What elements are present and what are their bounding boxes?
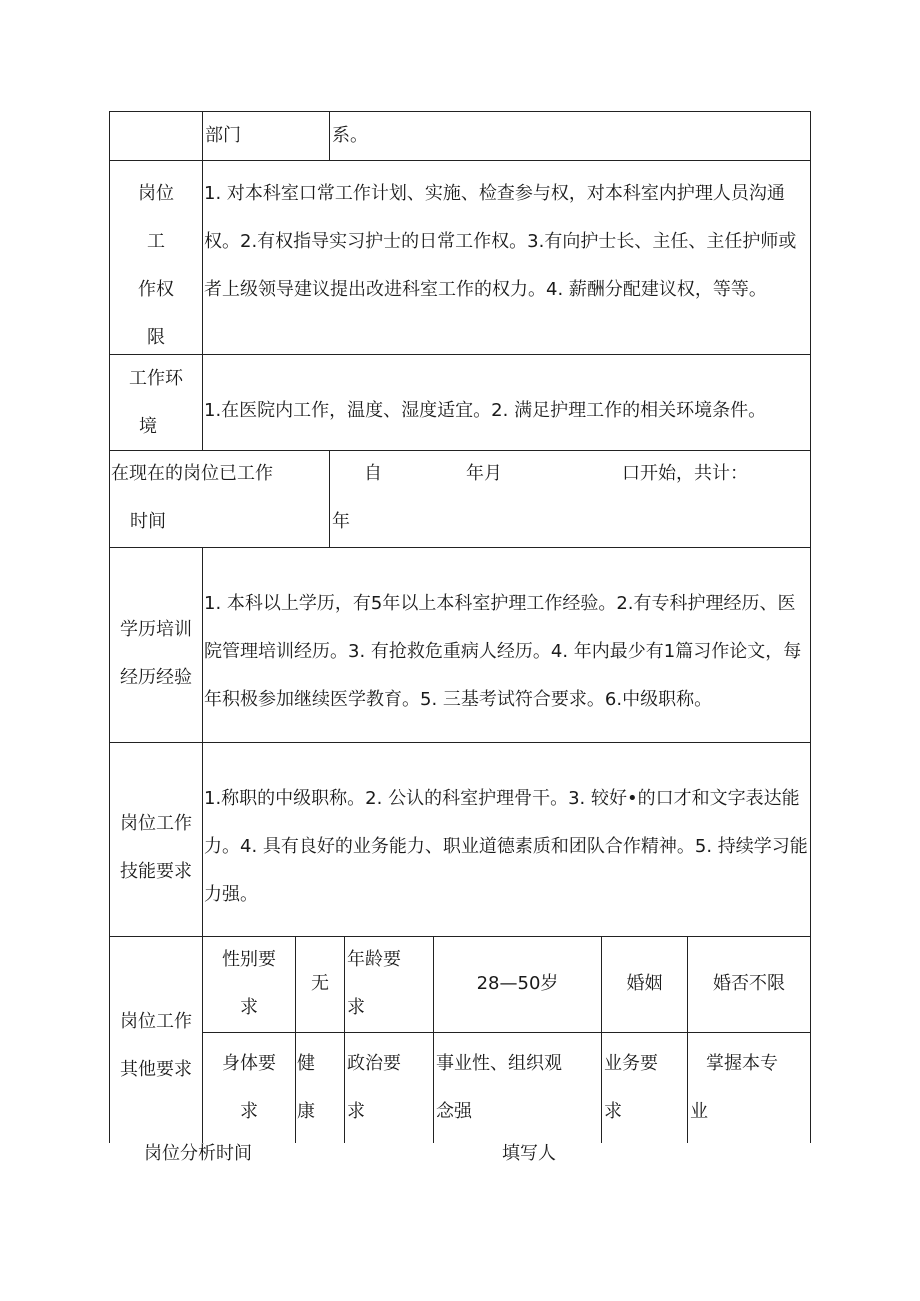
col-divider (344, 936, 345, 1143)
health-label-line: 身体要 (222, 1053, 276, 1074)
health-value (297, 1040, 343, 1136)
education-text: 1. 本科以上学历，有5年以上本科室护理工作经验。2.有专科护理经历、医院管理培训经历。3. 有抢救危重病人经历。4. 年内最少有1篇习作论文，每年积极参加继续医学教育。5. 三基考试符合要求。6.中级职称。 (204, 593, 802, 710)
environment-text: 1.在医院内工作，温度、湿度适宜。2. 满足护理工作的相关环境条件。 (204, 400, 767, 421)
political-value (436, 1040, 600, 1136)
row-divider (109, 354, 810, 355)
tenure-year-month: 年月 (466, 463, 502, 484)
political-label (347, 1040, 433, 1136)
age-label-line: 年龄要 (347, 949, 401, 970)
education-label-line: 学历培训 (120, 619, 192, 640)
business-label (604, 1040, 686, 1136)
filler-label: 填写人 (502, 1143, 556, 1164)
health-label (203, 1040, 295, 1136)
other-label-line: 其他要求 (120, 1059, 192, 1080)
other-label-line: 岗位工作 (120, 1011, 192, 1032)
marriage-value: 婚否不限 (713, 973, 785, 994)
political-value-line: 事业性、组织观 (436, 1053, 562, 1074)
business-label-line: 业务要 (604, 1053, 658, 1074)
authority-label-line: 岗位 (138, 183, 174, 204)
age-value: 28—50岁 (476, 973, 559, 994)
education-label (110, 606, 202, 702)
political-label-line: 政治要 (347, 1053, 401, 1074)
row-divider (109, 160, 810, 161)
row-divider (202, 1032, 810, 1033)
authority-label-line: 限 (147, 327, 165, 348)
authority-label-line: 工 (147, 231, 165, 252)
marriage-label: 婚姻 (626, 973, 663, 994)
tenure-year: 年 (332, 511, 350, 532)
health-value-line: 康 (297, 1101, 315, 1122)
gender-label-line: 求 (240, 997, 258, 1018)
political-label-line: 求 (347, 1101, 365, 1122)
authority-text: 1. 对本科室口常工作计划、实施、检查参与权，对本科室内护理人员沟通权。2.有权指导实习护士的日常工作权。3.有向护士长、主任、主任护师或者上级领导建议提出改进科室工作的权力。4. 薪酬分配建议权，等等。 (204, 183, 797, 300)
age-label (347, 936, 433, 1032)
education-label-line: 经历经验 (120, 667, 192, 688)
business-value-line: 掌握本专 (706, 1053, 778, 1074)
gender-label (203, 936, 295, 1032)
skills-label-line: 技能要求 (120, 861, 192, 882)
tenure-from: 自 (364, 463, 382, 484)
skills-label-line: 岗位工作 (120, 813, 192, 834)
gender-label-line: 性别要 (222, 949, 276, 970)
tenure-label-line2: 时间 (130, 511, 166, 532)
dept-value: 系。 (332, 125, 368, 146)
dept-label: 部门 (205, 125, 241, 146)
health-label-line: 求 (240, 1101, 258, 1122)
col-divider (202, 111, 203, 450)
political-value-line: 念强 (436, 1101, 472, 1122)
environment-label-line: 工作环 (129, 368, 183, 389)
skills-label (110, 800, 202, 896)
col-divider (329, 450, 330, 547)
skills-text: 1.称职的中级职称。2. 公认的科室护理骨干。3. 较好•的口才和文字表达能力。4. 具有良好的业务能力、职业道德素质和团队合作精神。5. 持续学习能力强。 (204, 788, 808, 905)
other-label (110, 998, 202, 1094)
tenure-start-total: 口开始，共计： (622, 463, 748, 484)
age-label-line: 求 (347, 997, 365, 1018)
col-divider (329, 111, 330, 160)
table-border-right (810, 111, 811, 1143)
gender-value: 无 (311, 973, 329, 994)
business-label-line: 求 (604, 1101, 622, 1122)
row-divider (109, 742, 810, 743)
analysis-time-label: 岗位分析时间 (144, 1143, 252, 1164)
business-value-line: 业 (690, 1101, 708, 1122)
row-divider (109, 547, 810, 548)
business-value (690, 1040, 808, 1136)
environment-label-line: 境 (139, 416, 157, 437)
tenure-label-line1: 在现在的岗位已工作 (111, 463, 273, 484)
environment-label (110, 355, 202, 451)
health-value-line: 健 (297, 1053, 315, 1074)
authority-label (110, 170, 202, 362)
authority-label-line: 作权 (138, 279, 174, 300)
